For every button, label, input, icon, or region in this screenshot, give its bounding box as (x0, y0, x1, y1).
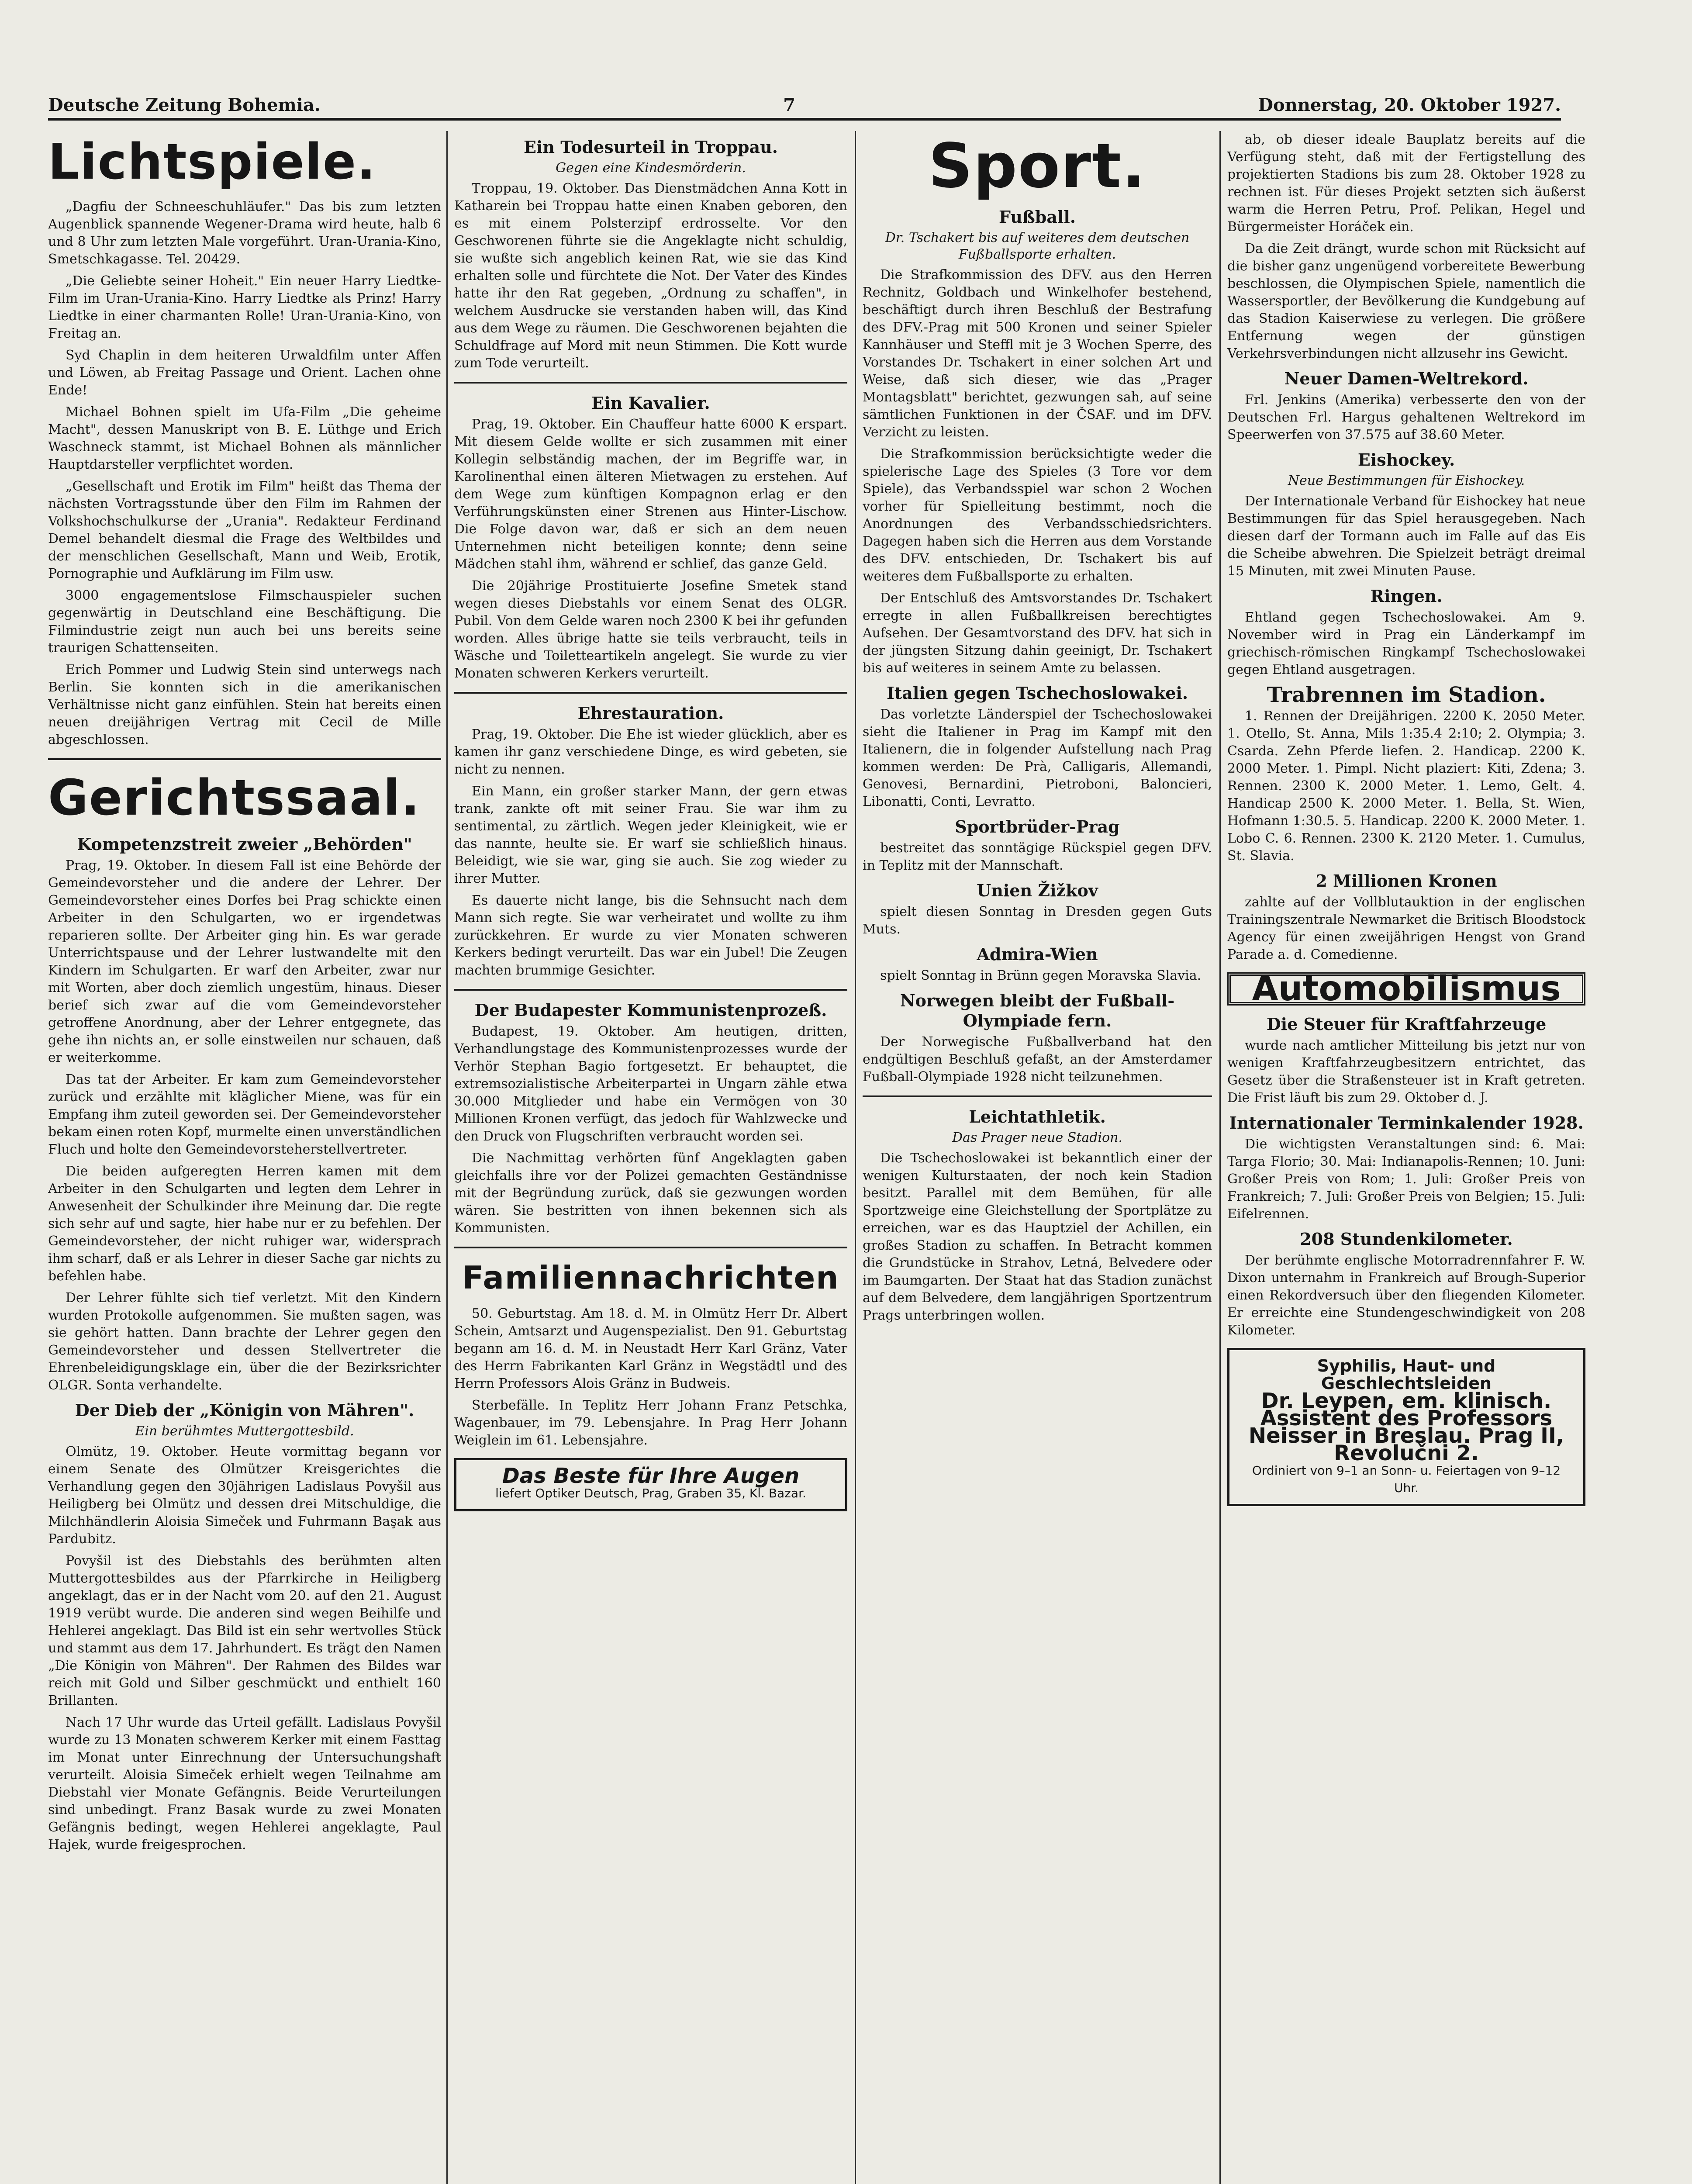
section-heading-gerichtssaal: Gerichtssaal. (48, 770, 421, 826)
article-headline: Ein Kavalier. (591, 393, 710, 413)
article-paragraph: Ehtland gegen Tschechoslowakei. Am 9. November wird in Prag ein Länderkampf im griechisch-römischen Ringkampf Tschechoslowakei gegen Ehtland ausgetragen. (1227, 610, 1585, 677)
article-paragraph: wurde nach amtlicher Mitteilung bis jetzt nur von wenigen Kraftfahrzeugbesitzern entrichtet, das Gesetz über die Straßensteuer ist in Kraft getreten. Die Frist läuft bis zum 29. Oktober d. J. (1227, 1038, 1585, 1106)
article-paragraph: Erich Pommer und Ludwig Stein sind unterwegs nach Berlin. Sie konnten sich in die amerikanischen Verhältnisse nicht ganz einfühlen. Stein hat bereits einen neuen dreijährigen Vertrag mit Cecil de Mille abgeschlossen. (48, 662, 441, 747)
column-divider (855, 131, 856, 2184)
article-headline: Eishockey. (1357, 450, 1455, 470)
article-paragraph: 50. Geburtstag. Am 18. d. M. in Olmütz Herr Dr. Albert Schein, Amtsarzt und Augenspezialist. Den 91. Geburtstag begann am 16. d. M. in Neustadt Herr Karl Gränz, Vater des Herrn Fabrikanten Karl Gränz in Wegstädtl und des Herrn Professors Alois Gränz in Budweis. (454, 1306, 847, 1391)
column-3 (863, 131, 1212, 2184)
article-headline: Der Budapester Kommunistenprozeß. (474, 1000, 827, 1020)
issue-date: Donnerstag, 20. Oktober 1927. (1258, 95, 1561, 115)
article-headline: Fußball. (998, 207, 1076, 227)
article-paragraph: Der Entschluß des Amtsvorstandes Dr. Tschakert erregte in allen Fußballkreisen berechtigtes Aufsehen. Der Gesamtvorstand des DFV. hat sich in der jüngsten Sitzung dahin geeinigt, Dr. Tschakert bis auf weiteres in seinem Amte zu belassen. (863, 591, 1212, 676)
section-rule (454, 692, 847, 694)
article-paragraph: Das tat der Arbeiter. Er kam zum Gemeindevorsteher zurück und erzählte mit kläglicher Miene, was für ein Empfang ihm zuteil geworden sei. Der Gemeindevorsteher bekam einen roten Kopf, murmelte einen unverständlichen Fluch und holte den Gemeindevorsteherstellvertreter. (48, 1072, 441, 1157)
article-headline: Ringen. (1370, 586, 1443, 606)
optician-advertisement (454, 1458, 847, 1511)
doctor-advertisement (1227, 1348, 1585, 1506)
article-paragraph: Das vorletzte Länderspiel der Tschechoslowakei sieht die Italiener in Prag im Kampf mit den Italienern, die in folgender Aufstellung nach Prag kommen werden: De Prà, Calligaris, Allemandi, Genovesi, Bernardini, Pietroboni, Baloncieri, Libonatti, Conti, Levratto. (863, 707, 1212, 809)
article-headline: Trabrennen im Stadion. (1267, 683, 1546, 707)
article-paragraph: Nach 17 Uhr wurde das Urteil gefällt. Ladislaus Povyšil wurde zu 13 Monaten schwerem Kerker mit einem Fasttag im Monat unter Einrechnung der Untersuchungshaft verurteilt. Aloisia Simeček erhielt wegen Teilnahme am Diebstahl vier Monate Gefängnis. Beide Verurteilungen sind unbedingt. Franz Basak wurde zu zwei Monaten Gefängnis bedingt, wegen Hehlerei angeklagte, Paul Hajek, wurde freigesprochen. (48, 1715, 441, 1852)
article-paragraph: bestreitet das sonntägige Rückspiel gegen DFV. in Teplitz mit der Mannschaft. (863, 840, 1212, 873)
article-headline: Ehrestauration. (577, 703, 724, 723)
article-paragraph: Die wichtigsten Veranstaltungen sind: 6. Mai: Targa Florio; 30. Mai: Indianapolis-Rennen; 10. Juni: Großer Preis von Rom; 1. Juli: Großer Preis von Frankreich; 7. Juli: Großer Preis von Belgien; 15. Juli: Eifelrennen. (1227, 1137, 1585, 1222)
article-headline: Der Dieb der „Königin von Mähren". (75, 1400, 414, 1420)
article-paragraph: Prag, 19. Oktober. In diesem Fall ist eine Behörde der Gemeindevorsteher und die andere der Lehrer. Der Gemeindevorsteher eines Dorfes bei Prag schickte einen Arbeiter in den Schulgarten, wo er irgendetwas reparieren sollte. Der Arbeiter ging hin. Es war gerade Unterrichtspause und der Lehrer lustwandelte mit den Kindern im Schulgarten. Er warf den Arbeiter, zwar nur mit Worten, aber doch ziemlich ungestüm, hinaus. Dieser berief sich zwar auf die vom Gemeindevorsteher getroffene Anordnung, aber der Lehrer entgegnete, das gehe ihn nichts an, er solle einstweilen nur schauen, daß er weiterkomme. (48, 858, 441, 1065)
section-heading-familiennachrichten: Familiennachrichten (462, 1259, 839, 1296)
article-paragraph: Der Lehrer fühlte sich tief verletzt. Mit den Kindern wurden Protokolle aufgenommen. Sie mußten sagen, was sie gehört hatten. Dann brachte der Lehrer gegen den Gemeindevorsteher und dessen Stellvertreter die Ehrenbeleidigungsklage ein, über die der Bezirksrichter OLGR. Sonta verhandelte. (48, 1290, 441, 1393)
article-paragraph: Frl. Jenkins (Amerika) verbesserte den von der Deutschen Frl. Hargus gehaltenen Weltrekord im Speerwerfen von 37.575 auf 38.60 Meter. (1227, 392, 1585, 442)
column-1 (48, 131, 441, 2184)
article-paragraph: Prag, 19. Oktober. Die Ehe ist wieder glücklich, aber es kamen ihr ganz verschiedene Dinge, es wird gebeten, sie nicht zu nennen. (454, 727, 847, 777)
article-paragraph: Der Internationale Verband für Eishockey hat neue Bestimmungen für das Spiel herausgegeben. Nach diesen darf der Tormann auch im Falle auf das Eis die Scheibe abwehren. Die Spielzeit beträgt dreimal 15 Minuten, mit zwei Minuten Pause. (1227, 494, 1585, 579)
masthead-title: Deutsche Zeitung Bohemia. (48, 95, 321, 115)
article-paragraph: 3000 engagementslose Filmschauspieler suchen gegenwärtig in Deutschland eine Beschäftigung. Die Filmindustrie zeigt nun auch bei uns bereits seine traurigen Schattenseiten. (48, 588, 441, 656)
article-paragraph: 1. Rennen der Dreijährigen. 2200 K. 2050 Meter. 1. Otello, St. Anna, Mils 1:35.4 2:10; 2. Olympia; 3. Csarda. Zehn Pferde liefen. 2. Handicap. 2200 K. 2000 Meter. 1. Pimpl. Nicht plaziert: Kiti, Zdena; 3. Rennen. 2300 K. 2000 Meter. 1. Lemo, Gelt. 4. Handicap 2500 K. 2000 Meter. 1. Bella, St. Wien, Hofmann 1:30.5. 5. Handicap. 2200 K. 2000 Meter. 1. Lobo C. 6. Rennen. 2300 K. 2120 Meter. 1. Cumulus, St. Slavia. (1227, 708, 1585, 864)
article-paragraph: Michael Bohnen spielt im Ufa-Film „Die geheime Macht", dessen Manuskript von B. E. Lüthge und Erich Waschneck stammt, ist Michael Bohnen als männlicher Hauptdarsteller verpflichtet worden. (48, 404, 441, 472)
article-paragraph: „Gesellschaft und Erotik im Film" heißt das Thema der nächsten Vortragsstunde über den Film im Rahmen der Volkshochschulkurse der „Urania". Redakteur Ferdinand Demel behandelt diesmal die Frage des Weltbildes und der menschlichen Gesellschaft, Mann und Weib, Erotik, Pornographie und Aufklärung im Film usw. (48, 479, 441, 581)
section-rule (454, 1247, 847, 1248)
column-4 (1227, 131, 1585, 2184)
section-heading-sport: Sport. (928, 131, 1146, 202)
article-paragraph: Der berühmte englische Motorradrennfahrer F. W. Dixon unternahm in Frankreich auf Brough-Superior einen Rekordversuch über den fliegenden Kilometer. Er erreichte eine Stundengeschwindigkeit von 208 Kilometer. (1227, 1253, 1585, 1338)
article-paragraph: Syd Chaplin in dem heiteren Urwaldfilm unter Affen und Löwen, ab Freitag Passage und Orient. Lachen ohne Ende! (48, 348, 441, 398)
column-divider (1219, 131, 1221, 2184)
section-rule (454, 382, 847, 384)
article-paragraph: Die Strafkommission des DFV. aus den Herren Rechnitz, Goldbach und Winkelhofer bestehend, beschäftigt durch ihren Beschluß der Bestrafung des DFV.-Prag mit 500 Kronen und seiner Spieler Kannhäuser und Steffl mit je 3 Wochen Sperre, des Vorstandes Dr. Tschakert in einer solchen Art und Weise, daß sich dieser, wie das „Prager Montagsblatt" berichtet, gezwungen sah, auf seine sämtlichen Funktionen in der ČSAF. und im DFV. Verzicht zu leisten. (863, 267, 1212, 440)
article-paragraph: spielt Sonntag in Brünn gegen Moravska Slavia. (880, 968, 1202, 983)
article-headline: Norwegen bleibt der Fußball-Olympiade fern. (900, 991, 1175, 1030)
article-paragraph: Die Nachmittag verhörten fünf Angeklagten gaben gleichfalls ihre vor der Polizei gemachten Geständnisse mit der Begründung zurück, daß sie gezwungen worden wären. Sie bestritten von ihnen bekennen sich als Kommunisten. (454, 1151, 847, 1236)
article-paragraph: Prag, 19. Oktober. Ein Chauffeur hatte 6000 K erspart. Mit diesem Gelde wollte er sich zusammen mit einer Kollegin selbständig machen, der im Begriffe war, in Karolinenthal einen älteren Mietwagen zu erstehen. Auf dem Wege zum künftigen Kompagnon erlag er den Verführungskünsten einer Strenen aus Hinter-Lischow. Die Folge davon war, daß er sich an dem neuen Unternehmen nicht beteiligen konnte; denn seine Mädchen stahl ihm, während er schlief, das ganze Geld. (454, 417, 847, 572)
article-paragraph: Der Norwegische Fußballverband hat den endgültigen Beschluß gefaßt, an der Amsterdamer Fußball-Olympiade 1928 nicht teilzunehmen. (863, 1034, 1212, 1085)
article-subheadline: Neue Bestimmungen für Eishockey. (1288, 473, 1525, 488)
article-paragraph: zahlte auf der Vollblutauktion in der englischen Trainingszentrale Newmarket die Britisch Bloodstock Agency für einen zweijährigen Hengst von Grand Parade a. d. Comedienne. (1227, 895, 1585, 962)
article-subheadline: Das Prager neue Stadion. (952, 1130, 1122, 1145)
article-paragraph: ab, ob dieser ideale Bauplatz bereits auf die Verfügung steht, daß mit der Fertigstellung des projektierten Stadions bis zum 28. Oktober 1928 zu rechnen ist. Für dieses Projekt setzten sich äußerst warm die Herren Petru, Prof. Pelikan, Hegel und Bürgermeister Horáček ein. (1227, 132, 1585, 235)
article-paragraph: Die beiden aufgeregten Herren kamen mit dem Arbeiter in den Schulgarten und legten dem Lehrer in Anwesenheit der Schulkinder ihre Meinung dar. Die regte sich sehr auf und sagte, hier habe nur er zu befehlen. Der Gemeindevorsteher, der nicht ruhiger war, widersprach ihm scharf, daß er als Lehrer in dieser Sache gar nichts zu befehlen habe. (48, 1164, 441, 1284)
article-paragraph: Olmütz, 19. Oktober. Heute vormittag begann vor einem Senate des Olmützer Kreisgerichtes die Verhandlung gegen den 30jährigen Ladislaus Povyšil aus Heiligberg bei Olmütz und dessen drei Mitschuldige, die Milchhändlerin Aloisia Simeček und Fuhrmann Başak aus Pardubitz. (48, 1444, 441, 1547)
article-subheadline: Ein berühmtes Muttergottesbild. (135, 1424, 354, 1439)
article-paragraph: Da die Zeit drängt, wurde schon mit Rücksicht auf die bisher ganz ungenügend vorbereitete Bewerbung beschlossen, die Olympischen Spiele, namentlich die Wassersportler, der Bevölkerung die Kundgebung auf das Stadion Kaiserwiese zu verlegen. Die größere Entfernung wegen der günstigen Verkehrsverbindungen nicht allzusehr ins Gewicht. (1227, 241, 1585, 361)
article-paragraph: Die Tschechoslowakei ist bekanntlich einer der wenigen Kulturstaaten, der noch kein Stadion besitzt. Parallel mit dem Bemühen, für alle Sportzweige eine Gleichstellung der Sportplätze zu erreichen, war es das Hauptziel der Achillen, ein großes Stadion zu schaffen. In Betracht kommen die Grundstücke in Strahov, Letná, Belvedere oder im Baumgarten. Der Staat hat das Stadion zunächst auf dem Belvedere, dem langjährigen Sportzentrum Prags unterbringen wollen. (863, 1151, 1212, 1323)
ad-headline: Das Beste für Ihre Augen (502, 1464, 800, 1488)
section-banner-automobilismus: Automobilismus (1227, 972, 1585, 1006)
article-paragraph: Povyšil ist des Diebstahls des berühmten alten Muttergottesbildes aus der Pfarrkirche in Heiligberg angeklagt, das er in der Nacht vom 20. auf den 21. August 1919 verübt wurde. Die anderen sind wegen Beihilfe und Hehlerei angeklagt. Das Bild ist ein sehr wertvolles Stück und stammt aus dem 17. Jahrhundert. Es trägt den Namen „Die Königin von Mähren". Der Rahmen des Bildes war reich mit Gold und Silber geschmückt und enthielt 160 Brillanten. (48, 1553, 441, 1708)
article-paragraph: Troppau, 19. Oktober. Das Dienstmädchen Anna Kott in Katharein bei Troppau hatte einen Knaben geboren, den es mit einem Polsterzipf erdrosselte. Vor den Geschworenen führte sie die Angeklagte nicht schuldig, sie wußte sich angeblich keinen Rat, wie sie das Kind erhalten solle und fürchtete die Not. Der Vater des Kindes hatte ihr den Rat gegeben, „Ordnung zu schaffen", in welchem Ausdrucke sie verstanden haben will, das Kind aus dem Wege zu räumen. Die Geschworenen bejahten die Schuldfrage auf Mord mit neun Stimmen. Die Kott wurde zum Tode verurteilt. (454, 181, 847, 371)
article-headline: Ein Todesurteil in Troppau. (524, 137, 778, 157)
article-headline: Internationaler Terminkalender 1928. (1229, 1113, 1584, 1133)
article-paragraph: Ein Mann, ein großer starker Mann, der gern etwas trank, zankte oft mit seiner Frau. Sie war ihm zu sentimental, zu zärtlich. Wegen jeder Kleinigkeit, wie er das nannte, heulte sie. Er warf sie schließlich hinaus. Beleidigt, wie sie war, ging sie auch. Sie zog wieder zu ihrer Mutter. (454, 784, 847, 886)
ad-hours: Ordiniert von 9–1 an Sonn- u. Feiertagen von 9–12 Uhr. (1252, 1463, 1561, 1495)
article-paragraph: Die Strafkommission berücksichtigte weder die spielerische Lage des Spieles (3 Tore vor dem Spiele), das Verbandsspiel war schon 2 Wochen vorher für Spielleitung bestimmt, noch die Anordnungen des Verbandsschiedsrichters. Dagegen haben sich die Herren aus dem Vorstande des DFV. entschieden, Dr. Tschakert bis auf weiteres dem Fußballsporte zu erhalten. (863, 446, 1212, 584)
article-headline: Kompetenzstreit zweier „Behörden" (77, 834, 412, 854)
article-paragraph: „Dagfiu der Schneeschuhläufer." Das bis zum letzten Augenblick spannende Wegener-Drama wird heute, halb 6 und 8 Uhr zum letzten Male vorgeführt. Uran-Urania-Kino, Smetschkagasse. Tel. 20429. (48, 199, 441, 267)
ad-text: liefert Optiker Deutsch, Prag, Graben 35, Kl. Bazar. (495, 1486, 806, 1500)
article-headline: Neuer Damen-Weltrekord. (1284, 369, 1529, 388)
article-paragraph: Die 20jährige Prostituierte Josefine Smetek stand wegen dieses Diebstahls vor einem Senat des OLGR. Pubil. Von dem Gelde waren noch 2300 K bei ihr gefunden worden. Alles übrige hatte sie teils verbraucht, teils in Wäsche und Toiletteartikeln angelegt. Sie wurde zu vier Monaten schweren Kerkers verurteilt. (454, 578, 847, 681)
article-paragraph: Budapest, 19. Oktober. Am heutigen, dritten, Verhandlungstage des Kommunistenprozesses wurde der Verhör Stephan Bagio fortgesetzt. Er behauptet, die extremsozialistische Arbeiterpartei in Ungarn zähle etwa 30.000 Mitglieder und habe ein Vermögen von 30 Millionen Kronen verfügt, das jedoch für Wahlzwecke und den Druck von Flugschriften verbraucht worden sei. (454, 1024, 847, 1144)
article-headline: 208 Stundenkilometer. (1300, 1229, 1513, 1249)
column-divider (446, 131, 448, 2184)
section-rule (48, 758, 441, 760)
article-paragraph: „Die Geliebte seiner Hoheit." Ein neuer Harry Liedtke-Film im Uran-Urania-Kino. Harry Liedtke als Prinz! Harry Liedtke in einer charmanten Rolle! Uran-Urania-Kino, von Freitag an. (48, 273, 441, 341)
column-2 (454, 131, 847, 2184)
section-rule (454, 989, 847, 991)
section-heading-lichtspiele: Lichtspiele. (48, 134, 376, 190)
ad-name: Dr. Leypen, em. klinisch. Assistent des Professors Neisser in Breslau. Prag II, Revolučni 2. (1248, 1389, 1564, 1465)
page-number: 7 (783, 95, 795, 115)
ad-headline: Syphilis, Haut- und Geschlechtsleiden (1317, 1356, 1496, 1393)
running-head (48, 87, 1561, 121)
article-headline: 2 Millionen Kronen (1316, 871, 1497, 891)
article-headline: Unien Žižkov (977, 881, 1098, 900)
article-headline: Admira-Wien (977, 944, 1098, 964)
article-headline: Sportbrüder-Prag (955, 817, 1120, 836)
article-subheadline: Dr. Tschakert bis auf weiteres dem deutschen Fußballsporte erhalten. (885, 230, 1190, 262)
article-subheadline: Gegen eine Kindesmörderin. (556, 160, 746, 176)
article-paragraph: Es dauerte nicht lange, bis die Sehnsucht nach dem Mann sich regte. Sie war verheiratet und wollte zu ihm zurückkehren. Er wurde zu vier Monaten schweren Kerkers bedingt verurteilt. Das war ein Jubel! Die Zeugen machten brummige Gesichter. (454, 893, 847, 978)
article-paragraph: spielt diesen Sonntag in Dresden gegen Guts Muts. (863, 904, 1212, 937)
article-headline: Leichtathletik. (969, 1107, 1106, 1127)
article-paragraph: Sterbefälle. In Teplitz Herr Johann Franz Petschka, Wagenbauer, im 79. Lebensjahre. In Prag Herr Johann Weiglein im 61. Lebensjahre. (454, 1398, 847, 1448)
article-headline: Die Steuer für Kraftfahrzeuge (1266, 1014, 1547, 1034)
article-headline: Italien gegen Tschechoslowakei. (886, 683, 1188, 703)
section-rule (863, 1095, 1212, 1097)
